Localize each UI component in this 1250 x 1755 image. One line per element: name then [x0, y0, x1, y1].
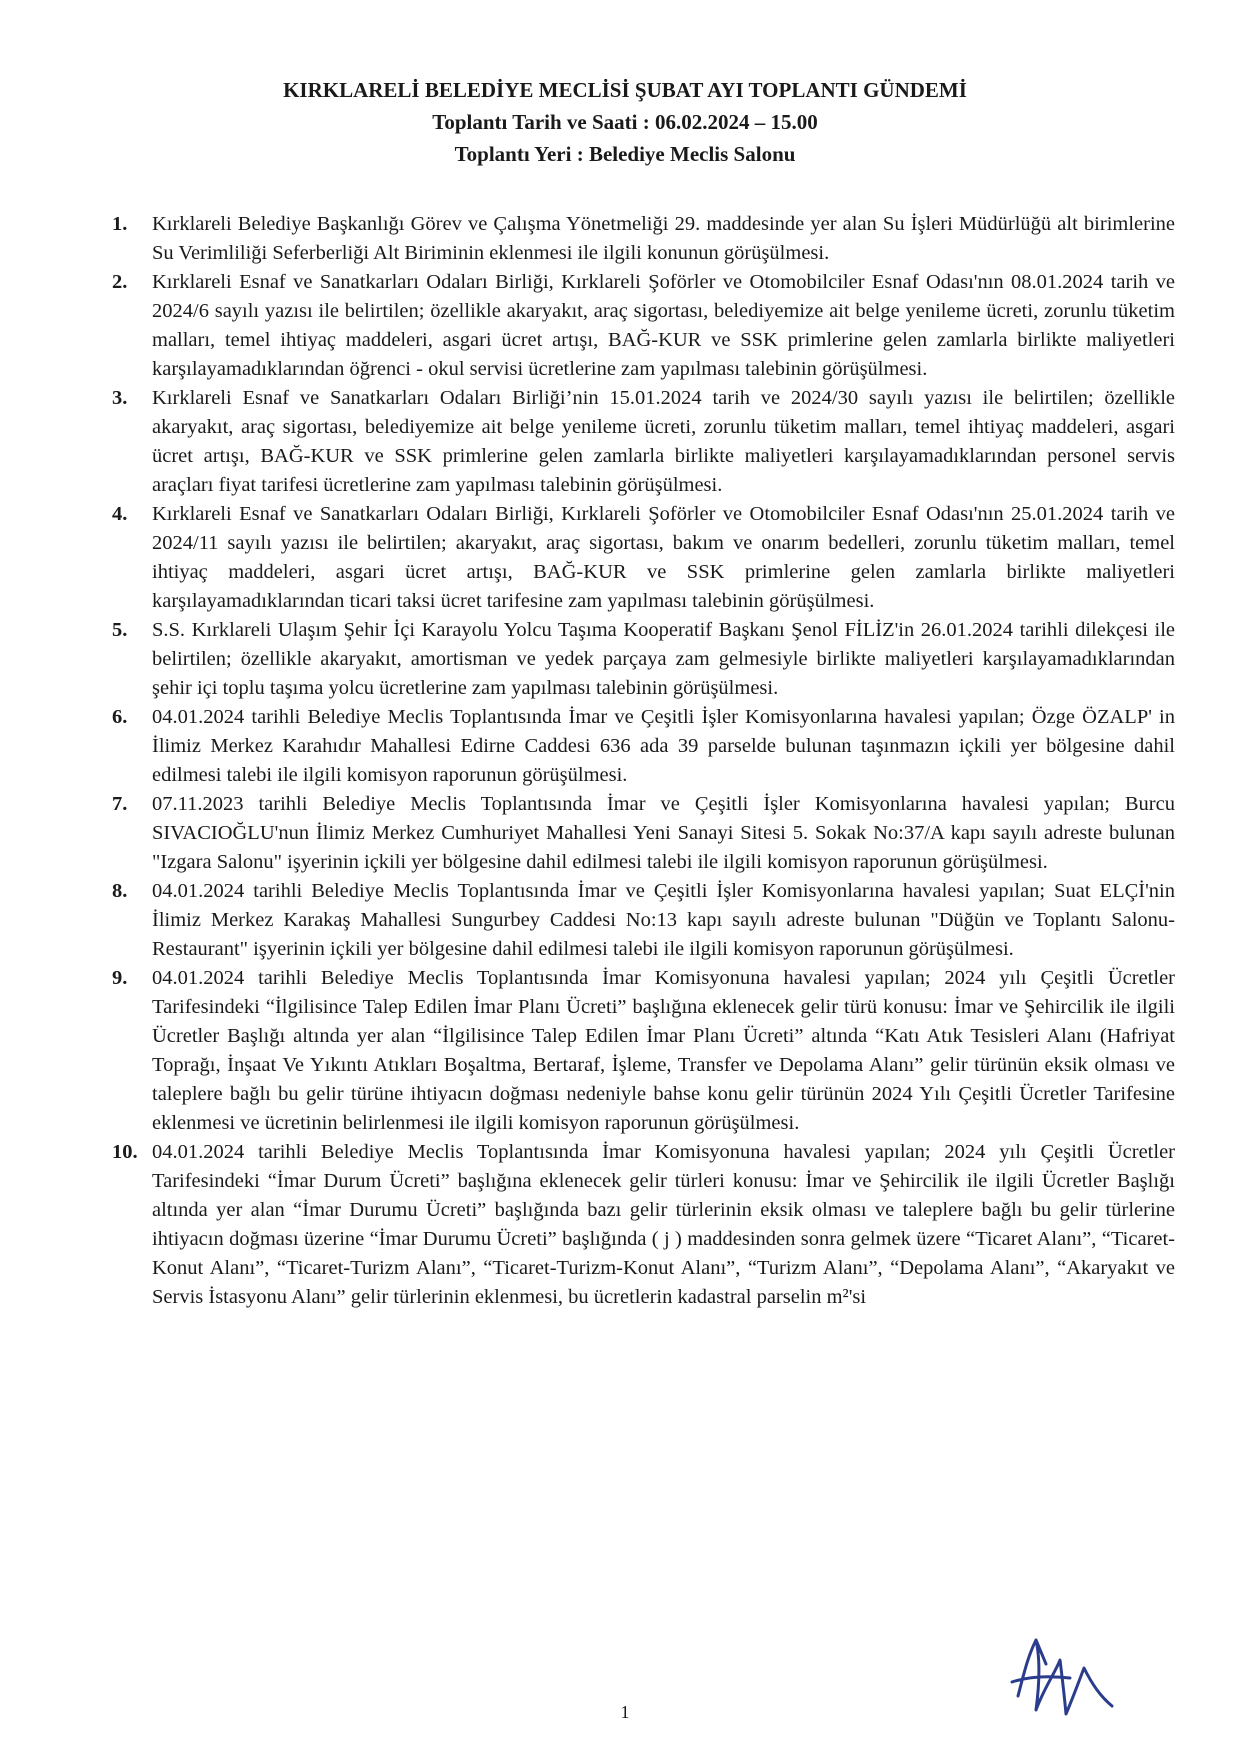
- agenda-item-text: Kırklareli Belediye Başkanlığı Görev ve Çalışma Yönetmeliği 29. maddesinde yer alan Su İşleri Müdürlüğü alt birimlerine Su Verimliliği Seferberliği Alt Biriminin eklenmesi ile ilgili konunun görüşülmesi.: [152, 213, 1175, 264]
- agenda-item: [112, 616, 1175, 703]
- agenda-item: [112, 877, 1175, 964]
- meeting-datetime: Toplantı Tarih ve Saati : 06.02.2024 – 15.00: [432, 110, 818, 134]
- agenda-item-number: 10.: [112, 1141, 138, 1163]
- agenda-item: [112, 1138, 1175, 1312]
- agenda-item: [112, 500, 1175, 616]
- agenda-item-text: 04.01.2024 tarihli Belediye Meclis Toplantısında İmar ve Çeşitli İşler Komisyonlarına havalesi yapılan; Suat ELÇİ'nin İlimiz Merkez Karakaş Mahallesi Sungurbey Caddesi No:13 kapı sayılı adreste bulunan "Düğün ve Toplantı Salonu-Restaurant" işyerinin içkili yer bölgesine dahil edilmesi talebi ile ilgili komisyon raporunun görüşülmesi.: [152, 880, 1175, 960]
- agenda-item-text: 04.01.2024 tarihli Belediye Meclis Toplantısında İmar Komisyonuna havalesi yapılan; 2024 yılı Çeşitli Ücretler Tarifesindeki “İlgilisince Talep Edilen İmar Planı Ücreti” başlığına eklenecek gelir türü konusu: İmar ve Şehircilik ile ilgili Ücretler Başlığı altında yer alan “İlgilisince Talep Edilen İmar Planı Ücreti” altında “Katı Atık Tesisleri Alanı (Hafriyat Toprağı, İnşaat Ve Yıkıntı Atıkları Boşaltma, Bertaraf, İşleme, Transfer ve Depolama Alanı” gelir türünün eksik olması ve taleplere bağlı bu gelir türüne ihtiyacın doğması nedeniyle bahse konu gelir türünün 2024 Yılı Çeşitli Ücretler Tarifesine eklenmesi ve ücretinin belirlenmesi ile ilgili komisyon raporunun görüşülmesi.: [152, 967, 1175, 1134]
- agenda-list: [112, 210, 1175, 1312]
- agenda-item-text: 07.11.2023 tarihli Belediye Meclis Toplantısında İmar ve Çeşitli İşler Komisyonlarına havalesi yapılan; Burcu SIVACIOĞLU'nun İlimiz Merkez Cumhuriyet Mahallesi Yeni Sanayi Sitesi 5. Sokak No:37/A kapı sayılı adreste bulunan "Izgara Salonu" işyerinin içkili yer bölgesine dahil edilmesi talebi ile ilgili komisyon raporunun görüşülmesi.: [152, 793, 1175, 873]
- agenda-item-number: 8.: [112, 880, 128, 902]
- document-title: KIRKLARELİ BELEDİYE MECLİSİ ŞUBAT AYI TOPLANTI GÜNDEMİ: [283, 78, 967, 102]
- agenda-item-number: 4.: [112, 503, 128, 525]
- document-header: [0, 74, 1250, 170]
- agenda-item: [112, 268, 1175, 384]
- agenda-item-number: 3.: [112, 387, 128, 409]
- agenda-item-text: 04.01.2024 tarihli Belediye Meclis Toplantısında İmar ve Çeşitli İşler Komisyonlarına havalesi yapılan; Özge ÖZALP' in İlimiz Merkez Karahıdır Mahallesi Edirne Caddesi 636 ada 39 parselde bulunan taşınmazın içkili yer bölgesine dahil edilmesi talebi ile ilgili komisyon raporunun görüşülmesi.: [152, 706, 1175, 786]
- agenda-item-text: Kırklareli Esnaf ve Sanatkarları Odaları Birliği, Kırklareli Şoförler ve Otomobilciler Esnaf Odası'nın 08.01.2024 tarih ve 2024/6 sayılı yazısı ile belirtilen; özellikle akaryakıt, araç sigortası, belediyemize ait belge yenileme ücreti, zorunlu tüketim malları, temel ihtiyaç maddeleri, asgari ücret artışı, BAĞ-KUR ve SSK primlerine gelen zamlarla birlikte maliyetleri karşılayamadıklarından öğrenci - okul servisi ücretlerine zam yapılması talebinin görüşülmesi.: [152, 271, 1175, 380]
- agenda-item-text: Kırklareli Esnaf ve Sanatkarları Odaları Birliği, Kırklareli Şoförler ve Otomobilciler Esnaf Odası'nın 25.01.2024 tarih ve 2024/11 sayılı yazısı ile belirtilen; akaryakıt, araç sigortası, bakım ve onarım bedelleri, zorunlu tüketim malları, temel ihtiyaç maddeleri, asgari ücret artışı, BAĞ-KUR ve SSK primlerine gelen zamlarla birlikte maliyetleri karşılayamadıklarından ticari taksi ücret tarifesine zam yapılması talebinin görüşülmesi.: [152, 503, 1175, 612]
- meeting-location: Toplantı Yeri : Belediye Meclis Salonu: [454, 142, 796, 166]
- agenda-item: [112, 384, 1175, 500]
- agenda-item: [112, 703, 1175, 790]
- page-number: 1: [620, 1702, 630, 1722]
- agenda-item-number: 7.: [112, 793, 128, 815]
- agenda-item-number: 2.: [112, 271, 128, 293]
- agenda-item-number: 9.: [112, 967, 128, 989]
- agenda-item-text: S.S. Kırklareli Ulaşım Şehir İçi Karayolu Yolcu Taşıma Kooperatif Başkanı Şenol FİLİZ'in 26.01.2024 tarihli dilekçesi ile belirtilen; özellikle akaryakıt, amortisman ve yedek parçaya zam gelmesiyle birlikte maliyetleri karşılayamadıklarından şehir içi toplu taşıma yolcu ücretlerine zam yapılması talebinin görüşülmesi.: [152, 619, 1175, 699]
- agenda-item-text: Kırklareli Esnaf ve Sanatkarları Odaları Birliği’nin 15.01.2024 tarih ve 2024/30 sayılı yazısı ile belirtilen; özellikle akaryakıt, araç sigortası, belediyemize ait belge yenileme ücreti, zorunlu tüketim malları, temel ihtiyaç maddeleri, asgari ücret artışı, BAĞ-KUR ve SSK primlerine gelen zamlarla birlikte maliyetleri karşılayamadıklarından personel servis araçları fiyat tarifesi ücretlerine zam yapılması talebinin görüşülmesi.: [152, 387, 1175, 496]
- agenda-item: [112, 790, 1175, 877]
- agenda-item: [112, 964, 1175, 1138]
- agenda-item-number: 6.: [112, 706, 128, 728]
- agenda-item: [112, 210, 1175, 268]
- agenda-item-number: 1.: [112, 213, 128, 235]
- agenda-item-text: 04.01.2024 tarihli Belediye Meclis Toplantısında İmar Komisyonuna havalesi yapılan; 2024 yılı Çeşitli Ücretler Tarifesindeki “İmar Durum Ücreti” başlığına eklenecek gelir türleri konusu: İmar ve Şehircilik ile ilgili Ücretler Başlığı altında yer alan “İmar Durumu Ücreti” başlığında bazı gelir türlerinin eksik olması ve taleplere bağlı bu gelir türlerine ihtiyacın doğması üzerine “İmar Durumu Ücreti” başlığında ( j ) maddesinden sonra gelmek üzere “Ticaret Alanı”, “Ticaret-Konut Alanı”, “Ticaret-Turizm Alanı”, “Ticaret-Turizm-Konut Alanı”, “Turizm Alanı”, “Depolama Alanı”, “Akaryakıt ve Servis İstasyonu Alanı” gelir türlerinin eklenmesi, bu ücretlerin kadastral parselin m²'si: [152, 1141, 1175, 1308]
- agenda-item-number: 5.: [112, 619, 128, 641]
- signature-image: [1000, 1618, 1140, 1730]
